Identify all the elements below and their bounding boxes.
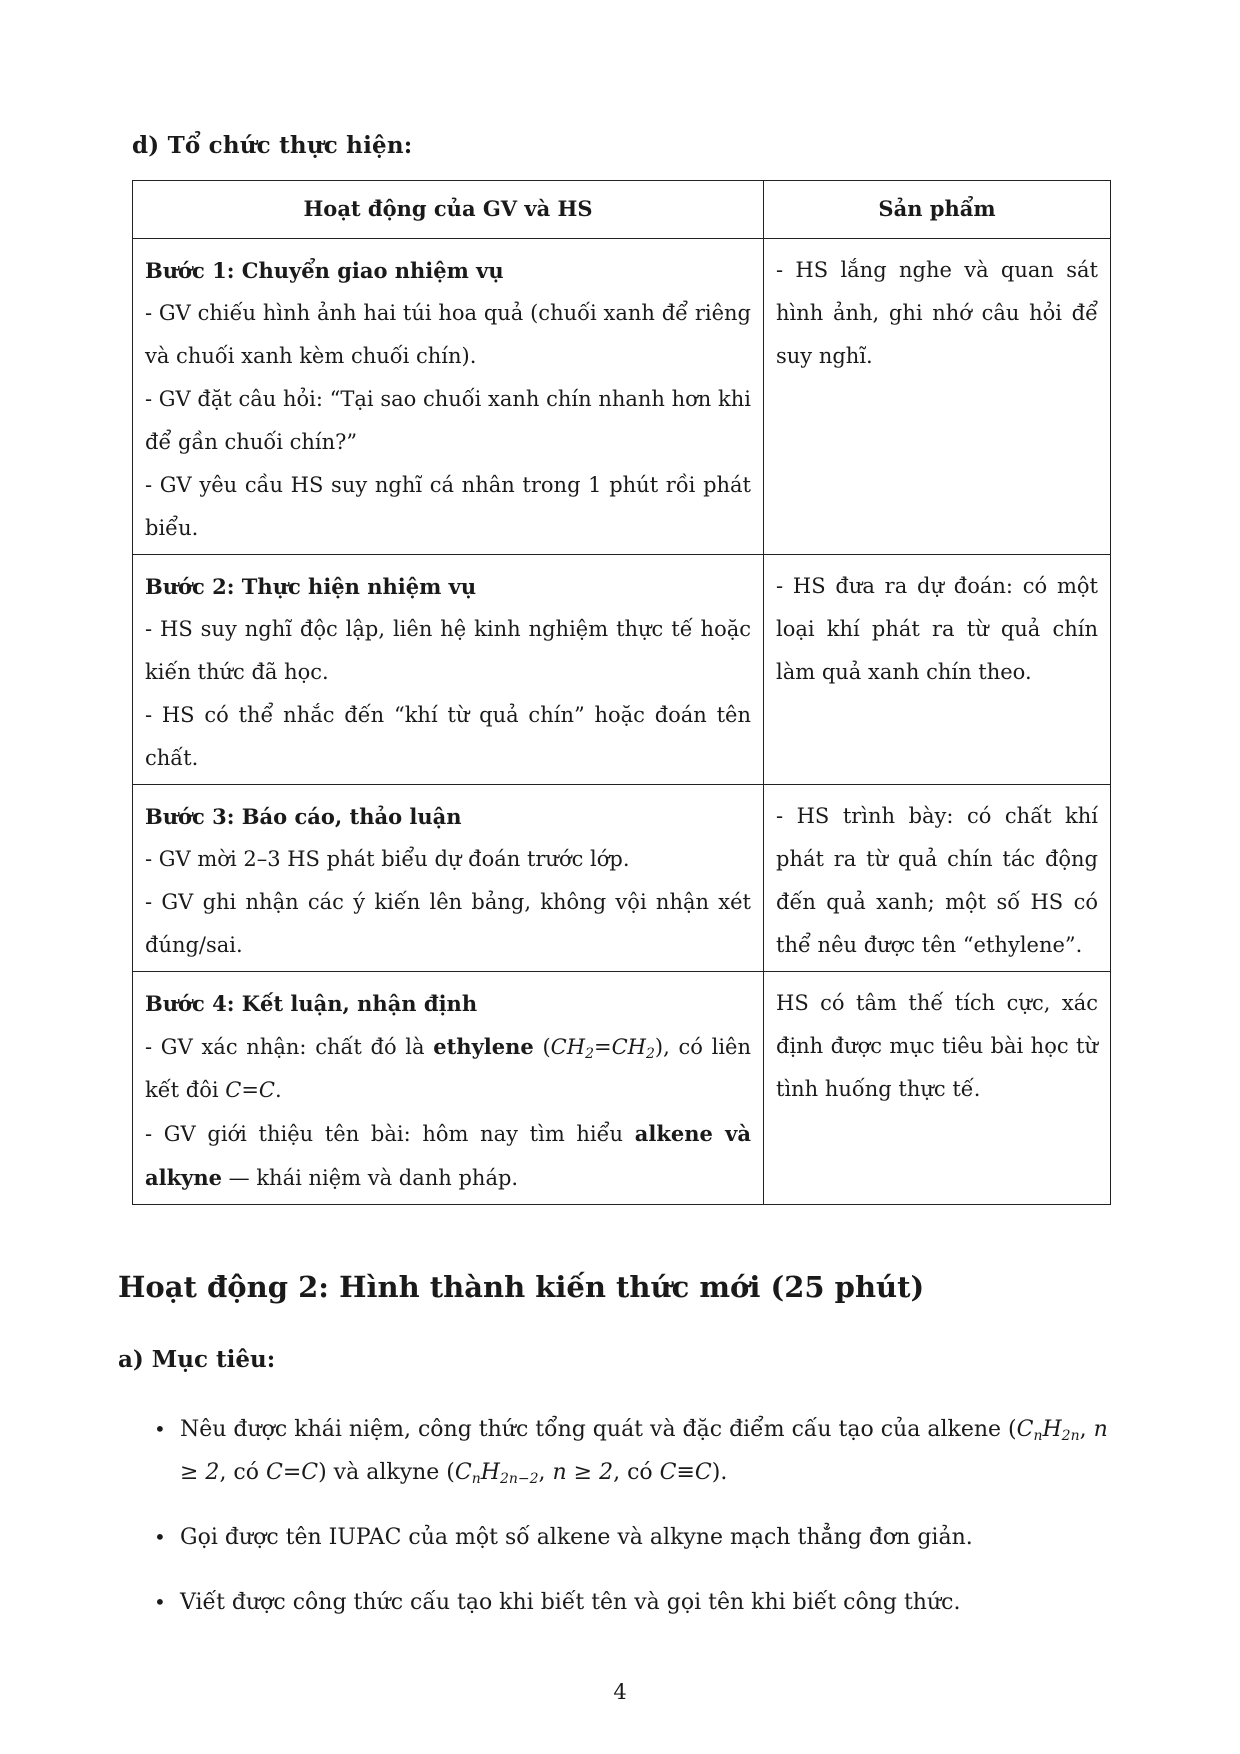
section-title-activity-2: Hoạt động 2: Hình thành kiến thức mới (25 phút) — [118, 1270, 925, 1304]
objective-heading: a) Mục tiêu: — [118, 1346, 276, 1373]
bullet-icon: • — [154, 1417, 166, 1441]
double-bond-formula: C=C — [225, 1078, 275, 1102]
step-title: Bước 3: Báo cáo, thảo luận — [145, 804, 462, 829]
activity-cell — [133, 555, 764, 785]
bullet-icon: • — [154, 1525, 166, 1549]
table-row — [133, 785, 1111, 972]
activity-line: - HS có thể nhắc đến “khí từ quả chín” hoặc đoán tên chất. — [145, 703, 751, 770]
activity-line: - GV yêu cầu HS suy nghĩ cá nhân trong 1 phút rồi phát biểu. — [145, 473, 751, 540]
ethylene-term: ethylene — [433, 1034, 534, 1059]
activity-line: - GV chiếu hình ảnh hai túi hoa quả (chuối xanh để riêng và chuối xanh kèm chuối chín). — [145, 301, 751, 368]
activity-line: - GV đặt câu hỏi: “Tại sao chuối xanh chín nhanh hơn khi để gần chuối chín?” — [145, 387, 751, 454]
step-title: Bước 1: Chuyển giao nhiệm vụ — [145, 258, 504, 283]
list-item: • Viết được công thức cấu tạo khi biết tên và gọi tên khi biết công thức. — [150, 1581, 1130, 1624]
table-row — [133, 239, 1111, 555]
activity-cell — [133, 785, 764, 972]
activity-line: - HS suy nghĩ độc lập, liên hệ kinh nghiệm thực tế hoặc kiến thức đã học. — [145, 617, 751, 684]
product-cell: - HS lắng nghe và quan sát hình ảnh, ghi nhớ câu hỏi để suy nghĩ. — [764, 239, 1111, 555]
alkyne-formula: $C_nH_{2n-2}$ — [454, 1460, 539, 1487]
step-title: Bước 2: Thực hiện nhiệm vụ — [145, 574, 477, 599]
activity-cell — [133, 239, 764, 555]
activity-line: - GV mời 2–3 HS phát biểu dự đoán trước lớp. — [145, 847, 630, 871]
activity-line: - GV ghi nhận các ý kiến lên bảng, không vội nhận xét đúng/sai. — [145, 890, 751, 957]
bullet-icon: • — [154, 1590, 166, 1614]
list-item: • Gọi được tên IUPAC của một số alkene và alkyne mạch thẳng đơn giản. — [150, 1516, 1130, 1559]
list-item: • Nêu được khái niệm, công thức tổng quát và đặc điểm cấu tạo của alkene ($C_nH_{2n}$, n ≥ 2, có C=C) và alkyne ($C_nH_{2n-2}$, n ≥ 2, có C≡C). — [150, 1408, 1130, 1494]
product-cell: - HS trình bày: có chất khí phát ra từ quả chín tác động đến quả xanh; một số HS có thể nêu được tên “ethylene”. — [764, 785, 1111, 972]
step-title: Bước 4: Kết luận, nhận định — [145, 991, 478, 1016]
column-header-activities: Hoạt động của GV và HS — [133, 181, 764, 239]
table-row — [133, 972, 1111, 1205]
objective-list — [150, 1408, 1130, 1646]
alkene-formula: $C_nH_{2n}$ — [1016, 1417, 1080, 1444]
table-header-row — [133, 181, 1111, 239]
activity-line: - GV giới thiệu tên bài: hôm nay tìm hiểu alkene và alkyne — khái niệm và danh pháp. — [145, 1121, 751, 1190]
product-cell: - HS đưa ra dự đoán: có một loại khí phát ra từ quả chín làm quả xanh chín theo. — [764, 555, 1111, 785]
activity-cell — [133, 972, 764, 1205]
column-header-products: Sản phẩm — [764, 181, 1111, 239]
page-number: 4 — [613, 1680, 627, 1704]
table-row — [133, 555, 1111, 785]
sub-heading-organization: d) Tổ chức thực hiện: — [132, 132, 413, 159]
ethylene-formula: $CH_2=CH_2$ — [550, 1035, 655, 1062]
activity-table — [132, 180, 1111, 1205]
product-cell: HS có tâm thế tích cực, xác định được mục tiêu bài học từ tình huống thực tế. — [764, 972, 1111, 1205]
lesson-title-term: alkene và alkyne — [145, 1121, 751, 1190]
activity-line: - GV xác nhận: chất đó là ethylene $(CH_2=CH_2)$, có liên kết đôi C=C. — [145, 1034, 751, 1102]
